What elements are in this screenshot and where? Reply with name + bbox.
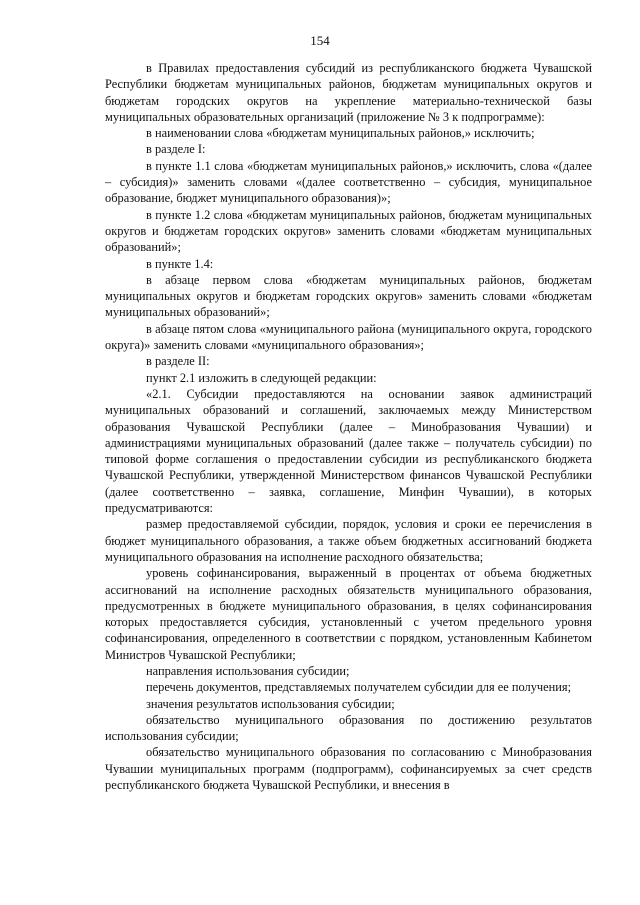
document-body	[105, 60, 592, 793]
paragraph: в пункте 1.4:	[146, 256, 214, 271]
paragraph: «2.1. Субсидии предоставляются на основании заявок администраций муниципальных образований и соглашений, заключаемых между Министерством образования Чувашской Республики (далее – Минобразования Чувашии) и администрациями муниципальных образований (далее также – получатель субсидии) по типовой форме соглашения о предоставлении субсидии из республиканского бюджета Чувашской Республики, утвержденной Министерством финансов Чувашской Республики (далее соответственно – заявка, соглашение, Минфин Чувашии), в которых предусматриваются:	[105, 386, 592, 516]
paragraph: в наименовании слова «бюджетам муниципальных районов,» исключить;	[146, 126, 535, 141]
paragraph: в Правилах предоставления субсидий из республиканского бюджета Чувашской Республики бюджетам муниципальных районов, бюджетам муниципальных округов и бюджетам городских округов на укрепление материально-технической базы муниципальных образовательных организаций (приложение № 3 к подпрограмме):	[105, 61, 592, 124]
page-number: 154	[310, 33, 330, 48]
paragraph: направления использования субсидии;	[146, 663, 350, 678]
paragraph: уровень софинансирования, выраженный в процентах от объема бюджетных ассигнований на исполнение расходных обязательств муниципального образования, предусмотренных в бюджете муниципального образования, в целях софинансирования которых предоставляется субсидия, установленный с учетом предельного уровня софинансирования, определенного в соответствии с порядком, установленным Кабинетом Министров Чувашской Республики;	[105, 566, 592, 662]
paragraph: в пункте 1.2 слова «бюджетам муниципальных районов, бюджетам муниципальных округов и бюджетам городских округов» заменить словами «бюджетам муниципальных образований»;	[105, 207, 592, 255]
paragraph: в пункте 1.1 слова «бюджетам муниципальных районов,» исключить, слова «(далее – субсидия)» заменить словами «(далее соответственно – субсидия, муниципальное образование, бюджет муниципального образования)»;	[105, 158, 592, 206]
paragraph: размер предоставляемой субсидии, порядок, условия и сроки ее перечисления в бюджет муниципального образования, а также объем бюджетных ассигнований бюджета муниципального образования на исполнение расходного обязательства;	[105, 517, 592, 564]
paragraph: значения результатов использования субсидии;	[146, 696, 395, 711]
paragraph: перечень документов, представляемых получателем субсидии для ее получения;	[146, 680, 572, 695]
paragraph: обязательство муниципального образования по достижению результатов использования субсидии;	[105, 712, 592, 744]
paragraph: в абзаце пятом слова «муниципального района (муниципального округа, городского округа)» заменить словами «муниципального образования»;	[105, 321, 592, 353]
paragraph: пункт 2.1 изложить в следующей редакции:	[146, 370, 377, 385]
paragraph: обязательство муниципального образования по согласованию с Минобразования Чувашии муниципальных программ (подпрограмм), софинансируемых за счет средств республиканского бюджета Чувашской Республики, и внесения в	[105, 745, 592, 793]
paragraph: в разделе II:	[146, 354, 210, 369]
paragraph: в разделе I:	[146, 142, 206, 157]
paragraph: в абзаце первом слова «бюджетам муниципальных районов, бюджетам муниципальных округов и бюджетам городских округов» заменить словами «бюджетам муниципальных образований»;	[105, 272, 592, 320]
